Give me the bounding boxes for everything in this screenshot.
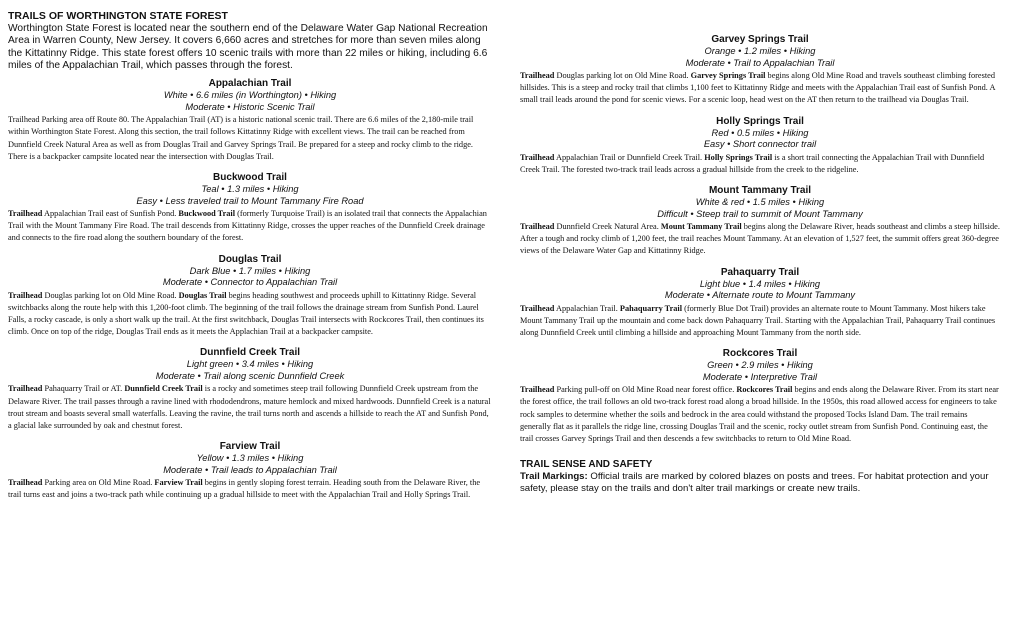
trail-section — [8, 441, 492, 501]
trail-meta: Light green • 3.4 miles • Hiking — [186, 359, 314, 370]
trail-section — [520, 116, 1000, 176]
trailhead-label: Trailhead — [520, 71, 555, 80]
trail-name-bold: Rockcores Trail — [736, 385, 793, 395]
trail-meta: Yellow • 1.3 miles • Hiking — [196, 453, 304, 464]
trail-description — [8, 114, 492, 163]
trail-meta: White • 6.6 miles (in Worthington) • Hiking — [163, 90, 337, 101]
trail-description — [520, 70, 1000, 107]
trail-description — [520, 221, 1000, 258]
trail-name-bold: Dunnfield Creek Trail — [124, 384, 203, 394]
trailhead-label: Trailhead — [520, 303, 555, 313]
trailhead-label: Trailhead — [520, 385, 555, 395]
trail-meta: Orange • 1.2 miles • Hiking — [704, 46, 816, 56]
trail-section — [520, 185, 1000, 258]
trailhead-text: Parking area on Old Mine Road. — [42, 478, 155, 488]
trail-description — [8, 208, 492, 245]
trail-meta: Moderate • Trail along scenic Dunnfield Creek — [155, 370, 345, 381]
trail-section — [520, 267, 1000, 340]
trail-description-text: begins heading southwest and proceeds uphill to Kittatinny Ridge. Several switchbacks along the route help with this 1,200-foot climb. The beginning of the trail follows the drainage stream from Sunfish Pond. Laurel Falls, a rocky cascade, is only a short walk up the trail. At the first switchback, Douglas Trail intersects with Rockcores Trail, then continues its climb. Once on top of the ridge, Douglas Trail ends as it meets the Applachian Trail at a backpacker campsite. — [8, 290, 484, 337]
trail-section — [520, 34, 1000, 107]
trail-name-bold: Farview Trail — [154, 478, 203, 488]
trail-title: Pahaquarry Trail — [720, 266, 800, 278]
safety-title: TRAIL SENSE AND SAFETY — [520, 459, 653, 471]
trail-meta: Moderate • Interpretive Trail — [702, 371, 818, 382]
trail-section — [520, 348, 1000, 445]
trail-description — [8, 383, 492, 432]
trail-meta: Light blue • 1.4 miles • Hiking — [699, 278, 821, 289]
trail-description — [520, 384, 1000, 445]
trail-meta: Easy • Short connector trail — [703, 139, 817, 150]
trail-name-bold: Pahaquarry Trail — [619, 303, 683, 313]
trail-description-text: begins along the Delaware River, heads southeast and climbs a steep hillside. After a tough and rocky climb of 1,200 feet, the trail reaches Mount Tammany. At an elevation of 1,527 feet, the summit offers great 360-degree views of the Delaware Water Gap and Kittatinny Ridge. — [520, 222, 1000, 256]
trailhead-text: Douglas parking lot on Old Mine Road. — [42, 290, 179, 300]
trailhead-label: Trailhead — [520, 222, 555, 232]
right-column — [504, 10, 1000, 621]
trail-name-bold: Buckwood Trail — [178, 209, 236, 218]
left-trail-list — [8, 78, 492, 501]
trailhead-label: Trailhead — [520, 152, 555, 162]
trail-title: Holly Springs Trail — [716, 115, 804, 127]
trailhead-text: Trailhead Parking area off Route 80. The Appalachian Trail (AT) is a historic national scenic trail. There are 6.6 miles of the 2,180-mile trail within Worthington State Forest. Along this section, the trail follows Kittatinny Ridge with excellent views. The trail can be reached from Dunnfield Creek Natural Area as well as from Douglas Trail and Garvey Springs Trail. Be prepared for a steep and rocky climb to the ridge. There is a backpacker campsite located near the intersection with Douglas Trail. — [8, 115, 474, 161]
trail-description-text: begins along Old Mine Road and travels southeast climbing forested hillsides. This is a steep and rocky trail that climbs 1,100 feet to Kittatinny Ridge and meets with the Appalachian Trail east of Sunfish Pond. A small trail leads around the pond for scenic views. For a scenic loop, head west on the AT then return to the trailhead via Douglas Trail. — [520, 71, 996, 105]
page-title: TRAILS OF WORTHINGTON STATE FOREST — [8, 10, 228, 22]
trailhead-text: Pahaquarry Trail or AT. — [42, 384, 125, 394]
trail-description — [520, 303, 1000, 340]
trailhead-text: Douglas parking lot on Old Mine Road. — [554, 71, 691, 80]
trailhead-text: Appalachian Trail. — [554, 303, 620, 313]
trail-description-text: begins in gently sloping forest terrain. Heading south from the Delaware River, the trail turns east and joins a two-track path while continuing up a gradual hillside to meet with the Appalachian Trail and Holly Springs Trail. — [8, 478, 481, 500]
trail-description-text: begins and ends along the Delaware River. From its start near the forest office, the trail follows an old two-track forest road along a broad hillside. In the 1950s, this road allowed access for engineers to take rock samples to determine whether the soils and bedrock in the area could withstand the proposed Tocks Island Dam. The trail remains generally flat as it parallels the ridge line, crossing Douglas Trail and the scenic, rocky outlet stream from Sunfish Pond. Continuing east, the trail crosses Garvey Springs Trail and then descends a few switchbacks to return to Old Mine Road. — [520, 385, 999, 444]
safety-paragraph — [520, 471, 1000, 494]
trail-name-bold: Holly Springs Trail — [704, 152, 773, 162]
trail-meta: White & red • 1.5 miles • Hiking — [695, 197, 825, 208]
safety-label: Trail Markings: — [520, 471, 588, 483]
intro-paragraph: Worthington State Forest is located near the southern end of the Delaware Water Gap National Recreation Area in Warren County, New Jersey. It covers 6,660 acres and stretches for more than seven miles along the Kittatinny Ridge. This state forest offers 10 scenic trails with more than 22 miles or hiking, including 6.6 miles of the Appalachian Trail, which passes through the forest. — [8, 23, 488, 71]
trail-description-text: is a short trail connecting the Appalachian Trail with Dunnfield Creek Trail. The forested two-track trail leads across a gradual hillside from the creek to the ridgeline. — [520, 152, 985, 174]
trail-title: Dunnfield Creek Trail — [199, 347, 301, 359]
trailhead-text: Appalachian Trail or Dunnfield Creek Trail. — [554, 152, 705, 162]
trail-description — [8, 477, 492, 501]
trail-meta: Dark Blue • 1.7 miles • Hiking — [189, 265, 311, 276]
trailhead-label: Trailhead — [8, 290, 43, 300]
trailhead-text: Parking pull-off on Old Mine Road near forest office. — [554, 385, 737, 395]
trail-title: Rockcores Trail — [722, 348, 798, 360]
trail-meta: Moderate • Alternate route to Mount Tammany — [664, 290, 856, 301]
trailhead-text: Dunnfield Creek Natural Area. — [554, 222, 661, 232]
trail-name-bold: Mount Tammany Trail — [660, 222, 742, 232]
trail-title: Douglas Trail — [218, 253, 282, 265]
trailhead-label: Trailhead — [8, 209, 43, 218]
trail-title: Appalachian Trail — [208, 78, 292, 90]
trail-title: Buckwood Trail — [213, 172, 287, 183]
trail-title: Farview Trail — [219, 441, 281, 453]
trail-meta: Green • 2.9 miles • Hiking — [707, 360, 813, 371]
trail-meta: Difficult • Steep trail to summit of Mount Tammany — [657, 208, 863, 219]
trailhead-label: Trailhead — [8, 384, 43, 394]
trailhead-text: Appalachian Trail east of Sunfish Pond. — [42, 209, 179, 218]
trail-title: Mount Tammany Trail — [708, 185, 812, 197]
right-trail-list — [520, 34, 1000, 445]
trail-title: Garvey Springs Trail — [711, 34, 809, 45]
trail-name-bold: Douglas Trail — [178, 290, 227, 300]
trail-meta: Moderate • Trail to Appalachian Trail — [685, 57, 835, 68]
trail-section — [8, 78, 492, 163]
trail-description-text: (formerly Turquoise Trail) is an isolated trail that connects the Appalachian Trail with the Mount Tammany Fire Road. The trail descends from Kittatinny Ridge, crosses the upper reaches of the Dunnfield Creek drainage and connects to the fire road along the southern boundary of the forest. — [8, 209, 487, 243]
trailhead-label: Trailhead — [8, 478, 43, 488]
trail-section — [8, 347, 492, 432]
trail-description-text: is a rocky and sometimes steep trail following Dunnfield Creek upstream from the Delaware River. The trail passes through a ravine lined with rhododendrons, mature hemlock and mixed hardwoods. Dunnfield Creek is a natural trout stream and boasts several small waterfalls. Leaving the ravine, the trail turns north and ascends a hillside to reach the AT and Sunfish Pond, a glacial lake surrounded by oak and chestnut forest. — [8, 384, 491, 431]
trail-description — [8, 290, 492, 339]
safety-text: Official trails are marked by colored blazes on posts and trees. For habitat protection and your safety, please stay on the trails and don't alter trail markings or create new trails. — [520, 471, 989, 494]
trail-meta: Moderate • Historic Scenic Trail — [185, 101, 315, 112]
left-column — [8, 10, 504, 621]
trail-meta: Teal • 1.3 miles • Hiking — [201, 184, 299, 194]
trail-name-bold: Garvey Springs Trail — [690, 71, 766, 80]
trail-meta: Easy • Less traveled trail to Mount Tammany Fire Road — [136, 195, 364, 206]
trail-meta: Red • 0.5 miles • Hiking — [711, 127, 809, 138]
trail-meta: Moderate • Trail leads to Appalachian Trail — [163, 464, 337, 475]
trail-section — [8, 254, 492, 339]
trail-section — [8, 172, 492, 245]
trail-description-text: (formerly Blue Dot Trail) provides an alternate route to Mount Tammany. Most hikers take Mount Tammany Trail up the mountain and come back down Pahaquarry Trail. Starting with the Appalachian Trail, Pahaquarry Trail continues along Dunnfield Creek until climbing a hillside and approaching Mount Tammany from the north side. — [520, 303, 996, 338]
trail-meta: Moderate • Connector to Appalachian Trail — [162, 277, 338, 288]
trail-description — [520, 152, 1000, 176]
